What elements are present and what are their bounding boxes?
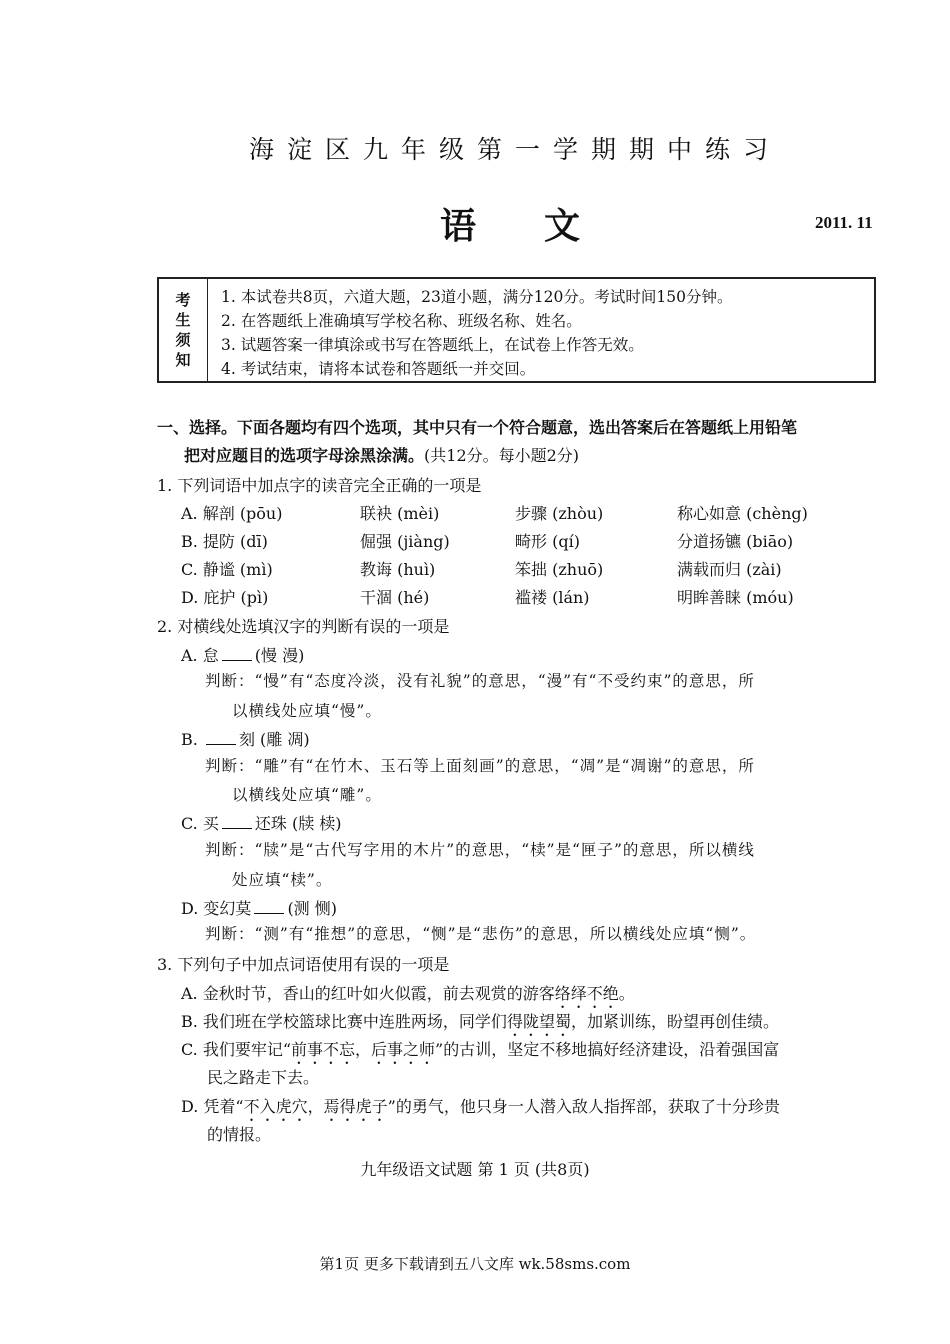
exam-title: 海淀区九年级第一学期期中练习 [248, 135, 781, 164]
q3-option-b [181, 1009, 779, 1040]
q1-option-b-4: 分道扬镳 (biāo) [677, 532, 794, 551]
q1-option-d-2: 干涸 (hé) [360, 588, 430, 607]
section-heading: 一、选择。下面各题均有四个选项，其中只有一个符合题意，选出答案后在答题纸上用铅笔 [157, 418, 798, 437]
q2-a-judgement-line2: 以横线处应填“慢”。 [232, 702, 382, 720]
q2-b-judgement-line2: 以横线处应填“雕”。 [232, 786, 382, 804]
question-1-stem: 1. 下列词语中加点字的读音完全正确的一项是 [157, 476, 482, 495]
fill-blank [254, 899, 284, 914]
notice-label-char: 生 [175, 311, 191, 329]
q1-option-a-4: 称心如意 (chèng) [677, 504, 808, 523]
notice-item: 3. 试题答案一律填涂或书写在答题纸上，在试卷上作答无效。 [221, 336, 644, 354]
q3-a-end: 。 [618, 984, 635, 1003]
q3-a-dotted-phrase: 络绎不绝 [554, 984, 619, 1003]
q1-option-b-2: 倔强 (jiàng) [360, 532, 450, 551]
notice-label [159, 279, 208, 381]
fill-blank [206, 730, 236, 745]
q2-a-judgement-line1: 判断：“慢”有“态度冷淡，没有礼貌”的意思，“漫”有“不受约束”的意思，所 [205, 672, 755, 690]
q2-option-b-pre: B. [181, 730, 203, 749]
q2-c-judgement-line2: 处应填“椟”。 [232, 871, 333, 889]
q2-option-a [181, 643, 304, 666]
q3-d-end: ”的勇气，他只身一人潜入敌人指挥部，获取了十分珍贵 [387, 1097, 780, 1116]
q2-option-d-post: (测 恻) [287, 899, 338, 918]
download-note: 第1页 更多下载请到五八文库 wk.58sms.com [319, 1255, 631, 1273]
q3-option-d [181, 1094, 780, 1125]
fill-blank [222, 814, 252, 829]
question-3-stem: 3. 下列句子中加点词语使用有误的一项是 [157, 955, 450, 974]
q2-option-d [181, 896, 337, 919]
q1-option-c-1: C. 静谧 (mì) [181, 560, 273, 579]
q3-c-end: ”的古训，坚定不移地搞好经济建设，沿着强国富 [435, 1040, 780, 1059]
notice-item: 4. 考试结束，请将本试卷和答题纸一并交回。 [221, 360, 536, 378]
q2-option-d-pre: D. 变幻莫 [181, 899, 252, 918]
q3-b-end: ，加紧训练，盼望再创佳绩。 [570, 1012, 779, 1031]
notice-item: 2. 在答题纸上准确填写学校名称、班级名称、姓名。 [221, 312, 582, 330]
notice-list [221, 285, 732, 381]
q1-option-c-3: 笨拙 (zhuō) [515, 560, 604, 579]
q2-c-judgement-line1: 判断：“牍”是“古代写字用的木片”的意思，“椟”是“匣子”的意思，所以横线 [205, 841, 755, 859]
section-heading-line2 [184, 443, 579, 466]
q1-option-a-3: 步骤 (zhòu) [515, 504, 604, 523]
section-heading-bold: 把对应题目的选项字母涂黑涂满。 [184, 446, 425, 465]
q3-d-dotted-phrase: 不入虎穴，焉得虎子 [243, 1097, 388, 1116]
q1-option-d-1: D. 庇护 (pì) [181, 588, 269, 607]
notice-label-char: 须 [175, 331, 191, 349]
subject-title: 语文 [440, 205, 649, 247]
q2-option-c [181, 811, 342, 834]
q2-d-judgement-line1: 判断：“测”有“推想”的意思，“恻”是“悲伤”的意思，所以横线处应填“恻”。 [205, 925, 757, 943]
q2-option-c-post: 还珠 (牍 椟) [254, 814, 342, 833]
section-score-note: (共12分。每小题2分) [424, 446, 580, 465]
exam-date: 2011. 11 [815, 213, 873, 232]
q3-option-c-line2: 民之路走下去。 [207, 1068, 320, 1087]
q1-option-d-4: 明眸善睐 (móu) [677, 588, 794, 607]
fill-blank [222, 646, 252, 661]
q3-b-dotted-phrase: 得陇望蜀 [506, 1012, 571, 1031]
q3-option-d-line2: 的情报。 [207, 1125, 272, 1144]
q3-c-text: C. 我们要牢记“ [181, 1040, 292, 1059]
notice-label-char: 考 [175, 291, 191, 309]
q3-option-c [181, 1037, 779, 1068]
q1-option-c-2: 教诲 (huì) [360, 560, 436, 579]
q3-c-dotted-phrase: 前事不忘，后事之师 [291, 1040, 436, 1059]
q2-option-b [181, 727, 310, 750]
q1-option-b-3: 畸形 (qí) [515, 532, 580, 551]
q2-option-a-post: (慢 漫) [254, 646, 305, 665]
q2-option-c-pre: C. 买 [181, 814, 219, 833]
exam-notice-box [157, 277, 876, 383]
q3-a-text: A. 金秋时节，香山的红叶如火似霞，前去观赏的游客 [181, 984, 555, 1003]
question-2-stem: 2. 对横线处选填汉字的判断有误的一项是 [157, 617, 450, 636]
q1-option-d-3: 褴褛 (lán) [515, 588, 590, 607]
q3-option-a [181, 981, 635, 1012]
q1-option-a-2: 联袂 (mèi) [360, 504, 440, 523]
q3-b-text: B. 我们班在学校篮球比赛中连胜两场，同学们 [181, 1012, 507, 1031]
q1-option-a-1: A. 解剖 (pōu) [181, 504, 283, 523]
q2-option-a-pre: A. 怠 [181, 646, 219, 665]
notice-label-char: 知 [175, 351, 191, 369]
q2-b-judgement-line1: 判断：“雕”有“在竹木、玉石等上面刻画”的意思，“凋”是“凋谢”的意思，所 [205, 757, 755, 775]
q2-option-b-post: 刻 (雕 凋) [238, 730, 310, 749]
notice-item: 1. 本试卷共8页，六道大题，23道小题，满分120分。考试时间150分钟。 [221, 288, 733, 306]
q3-d-text: D. 凭着“ [181, 1097, 244, 1116]
q1-option-b-1: B. 提防 (dī) [181, 532, 268, 551]
q1-option-c-4: 满载而归 (zài) [677, 560, 782, 579]
page-footer: 九年级语文试题 第 1 页 (共8页) [360, 1160, 590, 1179]
